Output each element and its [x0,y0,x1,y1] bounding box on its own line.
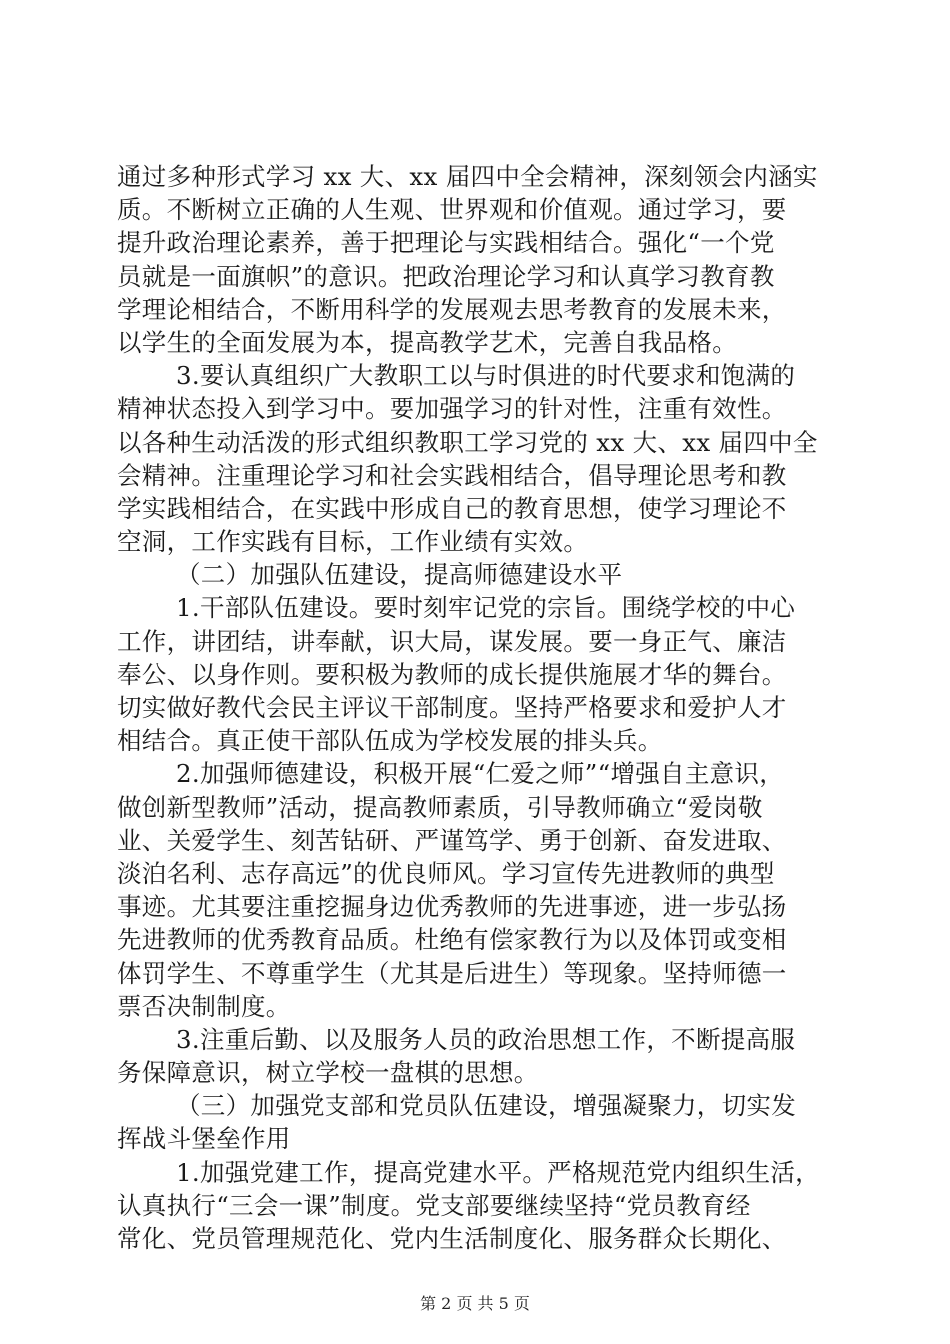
text-line: 学理论相结合，不断用科学的发展观去思考教育的发展未来， [117,294,787,324]
text-line: 1.加强党建工作，提高党建水平。严格规范党内组织生活， [176,1157,820,1187]
text-line: 奉公、以身作则。要积极为教师的成长提供施展才华的舞台。 [117,659,787,689]
text-line: 2.加强师德建设，积极开展“仁爱之师”“增强自主意识， [176,759,785,789]
text-line: 切实做好教代会民主评议干部制度。坚持严格要求和爱护人才 [117,693,787,722]
text-line: 空洞，工作实践有目标，工作业绩有实效。 [117,527,589,557]
page-footer: 第 2 页 共 5 页 [420,1294,530,1313]
document-body [117,160,837,1255]
text-line: 体罚学生、不尊重学生（尤其是后进生）等现象。坚持师德一 [117,958,787,988]
text-line: 务保障意识，树立学校一盘棋的思想。 [117,1058,539,1088]
text-line: 提升政治理论素养，善于把理论与实践相结合。强化“一个党 [117,228,775,258]
text-line: 学实践相结合，在实践中形成自己的教育思想，使学习理论不 [117,493,787,523]
text-line: 精神状态投入到学习中。要加强学习的针对性，注重有效性。 [117,394,787,424]
text-line: 常化、党员管理规范化、党内生活制度化、服务群众长期化、 [117,1224,787,1253]
text-line: 3.要认真组织广大教职工以与时俱进的时代要求和饱满的 [176,361,796,391]
text-line: （三）加强党支部和党员队伍建设，增强凝聚力，切实发 [176,1091,796,1121]
text-line: 员就是一面旗帜”的意识。把政治理论学习和认真学习教育教 [117,261,775,291]
text-line: 以各种生动活泼的形式组织教职工学习党的 xx 大、xx 届四中全 [117,427,818,457]
text-line: 先进教师的优秀教育品质。杜绝有偿家教行为以及体罚或变相 [117,925,787,955]
text-line: 以学生的全面发展为本，提高教学艺术，完善自我品格。 [117,327,737,357]
text-line: 业、关爱学生、刻苦钻研、严谨笃学、勇于创新、奋发进取、 [117,825,787,855]
text-line: 淡泊名利、志存高远”的优良师风。学习宣传先进教师的典型 [117,858,775,888]
text-line: 质。不断树立正确的人生观、世界观和价值观。通过学习，要 [117,195,787,225]
text-line: （二）加强队伍建设，提高师德建设水平 [176,560,623,590]
text-line: 事迹。尤其要注重挖掘身边优秀教师的先进事迹，进一步弘扬 [117,892,787,922]
text-line: 通过多种形式学习 xx 大、xx 届四中全会精神，深刻领会内涵实 [117,162,818,191]
text-line: 票否决制制度。 [117,991,291,1021]
text-line: 3.注重后勤、以及服务人员的政治思想工作，不断提高服 [176,1024,796,1054]
text-line: 认真执行“三会一课”制度。党支部要继续坚持“党员教育经 [117,1190,751,1220]
text-line: 会精神。注重理论学习和社会实践相结合，倡导理论思考和教 [117,460,787,490]
text-line: 相结合。真正使干部队伍成为学校发展的排头兵。 [117,726,663,756]
text-line: 工作，讲团结，讲奉献，识大局，谋发展。要一身正气、廉洁 [117,626,787,656]
text-line: 挥战斗堡垒作用 [117,1124,291,1154]
text-line: 做创新型教师”活动，提高教师素质，引导教师确立“爱岗敬 [117,792,763,822]
text-line: 1.干部队伍建设。要时刻牢记党的宗旨。围绕学校的中心 [176,593,796,623]
